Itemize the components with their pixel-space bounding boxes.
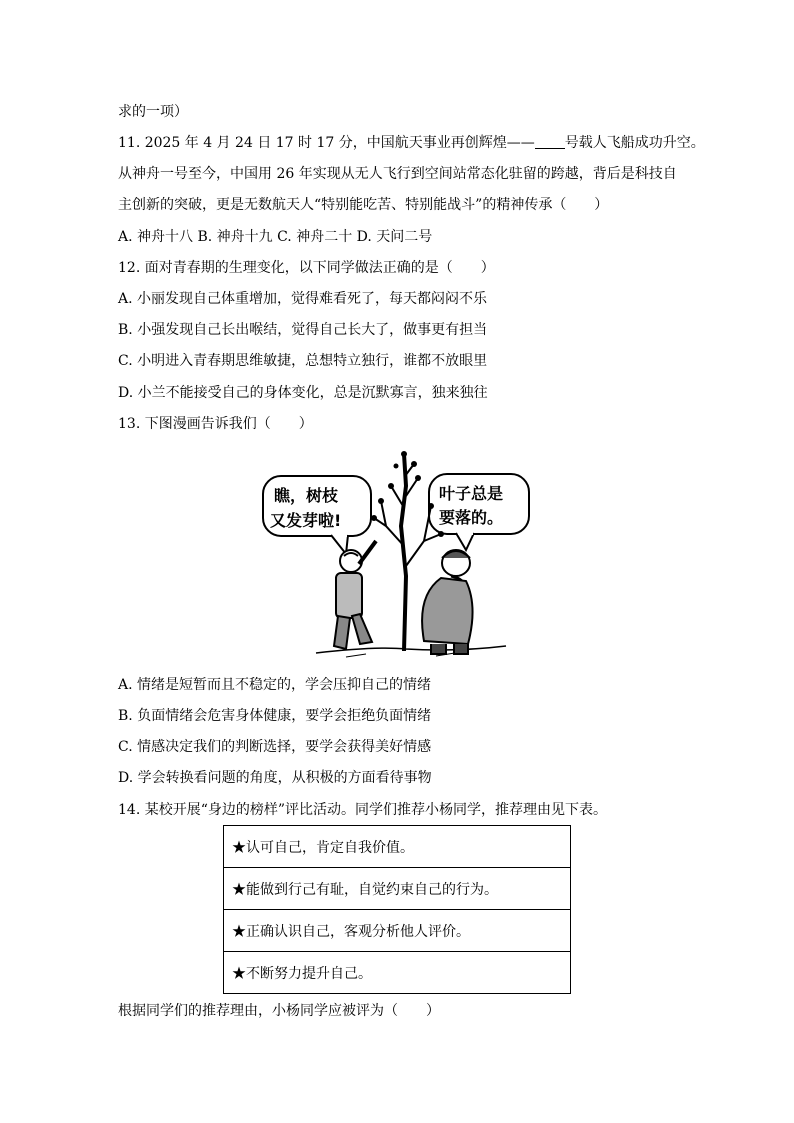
question-12: 12. 面对青春期的生理变化，以下同学做法正确的是（ ） (118, 260, 495, 276)
text-line: 求的一项） (118, 104, 188, 120)
option-a: A. 小丽发现自己体重增加，觉得难看死了，每天都闷闷不乐 (118, 291, 488, 307)
table-row (224, 952, 571, 994)
question-11-text-b: 号载人飞船成功升空。 (564, 135, 705, 151)
text-line: 主创新的突破，更是无数航天人“特别能吃苦、特别能战斗”的精神传承（ ） (118, 197, 609, 213)
answer-blank (535, 136, 565, 149)
option-c: C. 情感决定我们的判断选择，要学会获得美好情感 (118, 739, 432, 755)
speech-bubble-left-line1: 瞧，树枝 (274, 486, 339, 505)
table-row (224, 868, 571, 910)
table-cell: ★能做到行己有耻，自觉约束自己的行为。 (224, 868, 571, 910)
table-row (224, 826, 571, 868)
option-d: D. 学会转换看问题的角度，从积极的方面看待事物 (118, 770, 432, 786)
question-11-options: A. 神舟十八 B. 神舟十九 C. 神舟二十 D. 天问二号 (118, 229, 433, 245)
table-cell: ★不断努力提升自己。 (224, 952, 571, 994)
table-cell: ★正确认识自己，客观分析他人评价。 (224, 910, 571, 952)
question-13: 13. 下图漫画告诉我们（ ） (118, 416, 313, 432)
option-c: C. 小明进入青春期思维敏捷，总想特立独行，谁都不放眼里 (118, 353, 488, 369)
question-11 (118, 134, 705, 152)
question-14: 14. 某校开展“身边的榜样”评比活动。同学们推荐小杨同学，推荐理由见下表。 (118, 802, 608, 818)
option-b: B. 小强发现自己长出喉结，觉得自己长大了，做事更有担当 (118, 322, 488, 338)
question-14-prompt: 根据同学们的推荐理由，小杨同学应被评为（ ） (118, 1003, 440, 1019)
speech-bubble-left-line2: 又发芽啦! (270, 511, 342, 530)
option-b: B. 负面情绪会危害身体健康，要学会拒绝负面情绪 (118, 708, 432, 724)
text-line: 从神舟一号至今，中国用 26 年实现从无人飞行到空间站常态化驻留的跨越，背后是科技自 (118, 166, 677, 182)
recommendation-table (223, 825, 571, 994)
option-d: D. 小兰不能接受自己的身体变化，总是沉默寡言，独来独往 (118, 385, 488, 401)
speech-bubble-right-line1: 叶子总是 (439, 484, 504, 503)
question-11-text-a: 11. 2025 年 4 月 24 日 17 时 17 分，中国航天事业再创辉煌—— (118, 135, 535, 151)
option-a: A. 情绪是短暂而且不稳定的，学会压抑自己的情绪 (118, 677, 432, 693)
table-row (224, 910, 571, 952)
cartoon-image (256, 446, 541, 661)
table-cell: ★认可自己，肯定自我价值。 (224, 826, 571, 868)
speech-bubble-right-line2: 要落的。 (439, 508, 504, 527)
